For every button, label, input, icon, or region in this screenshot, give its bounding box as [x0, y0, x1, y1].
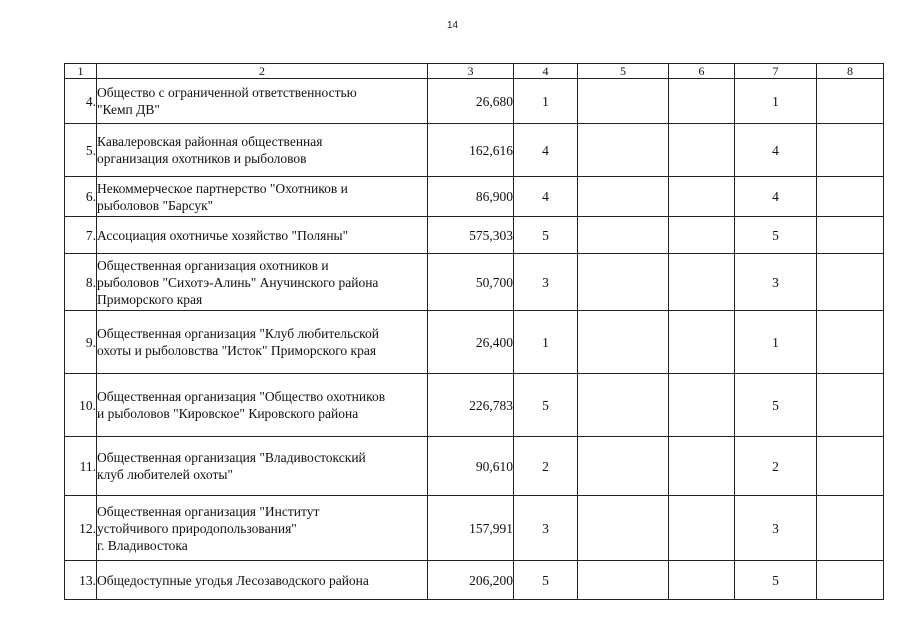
column-6-value	[669, 254, 735, 311]
column-6-value	[669, 124, 735, 177]
column-5-value	[578, 177, 669, 217]
column-6-value	[669, 79, 735, 124]
table-row	[65, 254, 884, 311]
column-4-value: 1	[514, 311, 578, 374]
column-8-value	[817, 496, 884, 561]
table-row	[65, 496, 884, 561]
column-5-value	[578, 374, 669, 437]
column-5-value	[578, 217, 669, 254]
area-value: 50,700	[428, 254, 514, 311]
column-7-value: 5	[735, 217, 817, 254]
row-number: 5.	[65, 124, 97, 177]
column-7-value: 5	[735, 374, 817, 437]
column-5-value	[578, 79, 669, 124]
column-7-value: 5	[735, 561, 817, 600]
area-value: 90,610	[428, 437, 514, 496]
column-8-value	[817, 254, 884, 311]
column-header: 7	[735, 64, 817, 79]
organization-name: Общедоступные угодья Лесозаводского района	[97, 561, 428, 600]
column-5-value	[578, 254, 669, 311]
column-4-value: 4	[514, 177, 578, 217]
column-4-value: 2	[514, 437, 578, 496]
column-header: 3	[428, 64, 514, 79]
area-value: 575,303	[428, 217, 514, 254]
column-8-value	[817, 437, 884, 496]
column-8-value	[817, 561, 884, 600]
column-header: 8	[817, 64, 884, 79]
organization-name: Общество с ограниченной ответственностью "Кемп ДВ"	[97, 79, 428, 124]
column-4-value: 5	[514, 561, 578, 600]
page-number: 14	[446, 20, 459, 31]
row-number: 10.	[65, 374, 97, 437]
column-6-value	[669, 374, 735, 437]
column-7-value: 1	[735, 311, 817, 374]
column-6-value	[669, 437, 735, 496]
column-7-value: 4	[735, 177, 817, 217]
area-value: 162,616	[428, 124, 514, 177]
area-value: 157,991	[428, 496, 514, 561]
column-5-value	[578, 124, 669, 177]
organization-name: Общественная организация "Клуб любительской охоты и рыболовства "Исток" Приморского края	[97, 311, 428, 374]
column-7-value: 1	[735, 79, 817, 124]
column-header: 6	[669, 64, 735, 79]
column-6-value	[669, 177, 735, 217]
column-header: 2	[97, 64, 428, 79]
column-8-value	[817, 79, 884, 124]
column-5-value	[578, 496, 669, 561]
row-number: 4.	[65, 79, 97, 124]
organization-name: Общественная организация "Общество охотников и рыболовов "Кировское" Кировского района	[97, 374, 428, 437]
column-4-value: 5	[514, 374, 578, 437]
column-4-value: 4	[514, 124, 578, 177]
organization-name: Общественная организация охотников и рыболовов "Сихотэ-Алинь" Анучинского района Приморского края	[97, 254, 428, 311]
column-header: 1	[65, 64, 97, 79]
area-value: 26,400	[428, 311, 514, 374]
column-7-value: 2	[735, 437, 817, 496]
column-4-value: 3	[514, 496, 578, 561]
table-header-row	[65, 64, 884, 79]
column-5-value	[578, 311, 669, 374]
column-header: 5	[578, 64, 669, 79]
organization-name: Некоммерческое партнерство "Охотников и рыболовов "Барсук"	[97, 177, 428, 217]
column-7-value: 4	[735, 124, 817, 177]
area-value: 226,783	[428, 374, 514, 437]
table-row	[65, 374, 884, 437]
column-4-value: 5	[514, 217, 578, 254]
column-4-value: 1	[514, 79, 578, 124]
organization-name: Кавалеровская районная общественная организация охотников и рыболовов	[97, 124, 428, 177]
column-5-value	[578, 437, 669, 496]
row-number: 13.	[65, 561, 97, 600]
table-row	[65, 437, 884, 496]
column-8-value	[817, 374, 884, 437]
table-row	[65, 311, 884, 374]
column-7-value: 3	[735, 254, 817, 311]
table-row	[65, 217, 884, 254]
column-8-value	[817, 177, 884, 217]
organization-name: Общественная организация "Владивостокский клуб любителей охоты"	[97, 437, 428, 496]
table-row	[65, 561, 884, 600]
row-number: 6.	[65, 177, 97, 217]
column-6-value	[669, 217, 735, 254]
row-number: 7.	[65, 217, 97, 254]
table-row	[65, 177, 884, 217]
column-4-value: 3	[514, 254, 578, 311]
area-value: 26,680	[428, 79, 514, 124]
row-number: 11.	[65, 437, 97, 496]
column-6-value	[669, 311, 735, 374]
column-8-value	[817, 124, 884, 177]
column-8-value	[817, 217, 884, 254]
column-6-value	[669, 496, 735, 561]
column-6-value	[669, 561, 735, 600]
data-table	[64, 63, 884, 600]
row-number: 12.	[65, 496, 97, 561]
column-5-value	[578, 561, 669, 600]
column-7-value: 3	[735, 496, 817, 561]
column-8-value	[817, 311, 884, 374]
organization-name: Общественная организация "Институт устойчивого природопользования" г. Владивостока	[97, 496, 428, 561]
area-value: 86,900	[428, 177, 514, 217]
organization-name: Ассоциация охотничье хозяйство "Поляны"	[97, 217, 428, 254]
column-header: 4	[514, 64, 578, 79]
row-number: 9.	[65, 311, 97, 374]
table-row	[65, 124, 884, 177]
row-number: 8.	[65, 254, 97, 311]
area-value: 206,200	[428, 561, 514, 600]
table-row	[65, 79, 884, 124]
